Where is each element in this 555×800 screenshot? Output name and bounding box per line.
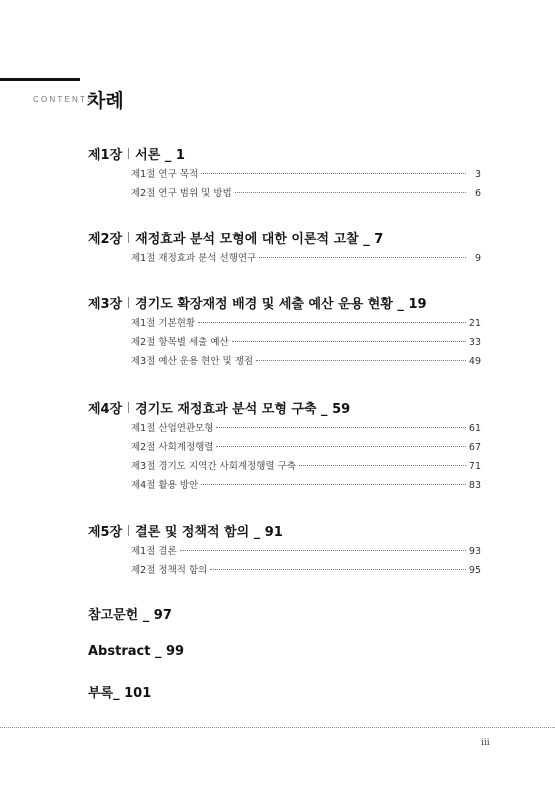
section-entry[interactable] bbox=[131, 333, 481, 352]
abstract-entry[interactable]: Abstract _ 99 bbox=[88, 644, 185, 659]
contents-label: CONTENTS bbox=[33, 95, 95, 104]
chapter-heading[interactable] bbox=[88, 293, 481, 312]
folio-page-number: iii bbox=[481, 738, 490, 748]
page-number: 6 bbox=[474, 188, 481, 199]
chapter-heading[interactable] bbox=[88, 144, 481, 163]
dot-leader bbox=[256, 360, 466, 361]
section-entry[interactable] bbox=[131, 184, 481, 203]
section-label: 제3절 경기도 지역간 사회계정행렬 구축 bbox=[131, 461, 296, 472]
dot-leader bbox=[216, 427, 465, 428]
chapter-heading[interactable] bbox=[88, 398, 481, 417]
chapter-1 bbox=[88, 144, 481, 203]
section-label: 제1절 연구 목적 bbox=[131, 169, 199, 180]
section-label: 제2절 항목별 세출 예산 bbox=[131, 337, 229, 348]
section-label: 제2절 사회계정행렬 bbox=[131, 442, 214, 453]
section-label: 제1절 기본현황 bbox=[131, 318, 196, 329]
section-entry[interactable] bbox=[131, 476, 481, 495]
page-number: 3 bbox=[474, 169, 481, 180]
chapter-number: 제4장 bbox=[88, 402, 123, 417]
section-label: 제3절 예산 운용 현안 및 쟁점 bbox=[131, 356, 254, 367]
dot-leader bbox=[201, 484, 466, 485]
section-entry[interactable] bbox=[131, 314, 481, 333]
chapter-number: 제2장 bbox=[88, 232, 123, 247]
page-number: 93 bbox=[468, 546, 481, 557]
chapter-number: 제5장 bbox=[88, 525, 123, 540]
dot-leader bbox=[198, 322, 466, 323]
page-number: 61 bbox=[468, 423, 481, 434]
chapter-5 bbox=[88, 521, 481, 580]
section-entry[interactable] bbox=[131, 419, 481, 438]
chapter-3 bbox=[88, 293, 481, 371]
section-label: 제1절 산업연관모형 bbox=[131, 423, 214, 434]
section-entry[interactable] bbox=[131, 352, 481, 371]
dot-leader bbox=[235, 192, 466, 193]
chapter-number: 제1장 bbox=[88, 148, 123, 163]
section-entry[interactable] bbox=[131, 457, 481, 476]
page-number: 49 bbox=[468, 356, 481, 367]
page-number: 9 bbox=[474, 253, 481, 264]
section-label: 제2절 연구 범위 및 방법 bbox=[131, 188, 232, 199]
section-label: 제1절 결론 bbox=[131, 546, 177, 557]
appendix-entry[interactable]: 부록_ 101 bbox=[88, 686, 152, 701]
page-number: 71 bbox=[468, 461, 481, 472]
dot-leader bbox=[259, 257, 466, 258]
divider bbox=[128, 402, 129, 413]
chapter-title: 경기도 재정효과 분석 모형 구축 _ 59 bbox=[135, 402, 351, 417]
divider bbox=[128, 297, 129, 308]
section-entry[interactable] bbox=[131, 561, 481, 580]
page-number: 95 bbox=[468, 565, 481, 576]
chapter-title: 서론 _ 1 bbox=[135, 148, 185, 163]
chapter-2 bbox=[88, 228, 481, 268]
divider bbox=[128, 525, 129, 536]
dot-leader bbox=[232, 341, 466, 342]
chapter-number: 제3장 bbox=[88, 297, 123, 312]
page-number: 33 bbox=[468, 337, 481, 348]
chapter-heading[interactable] bbox=[88, 228, 481, 247]
chapter-heading[interactable] bbox=[88, 521, 481, 540]
dot-leader bbox=[216, 446, 465, 447]
section-entry[interactable] bbox=[131, 542, 481, 561]
chapter-title: 재정효과 분석 모형에 대한 이론적 고찰 _ 7 bbox=[135, 232, 384, 247]
page-title: 차례 bbox=[87, 90, 124, 112]
chapter-title: 결론 및 정책적 함의 _ 91 bbox=[135, 525, 283, 540]
page-number: 67 bbox=[468, 442, 481, 453]
dot-leader bbox=[201, 173, 466, 174]
dot-leader bbox=[299, 465, 466, 466]
section-label: 제4절 활용 방안 bbox=[131, 480, 199, 491]
footer-divider bbox=[0, 727, 555, 728]
section-entry[interactable] bbox=[131, 249, 481, 268]
dot-leader bbox=[210, 569, 466, 570]
section-entry[interactable] bbox=[131, 438, 481, 457]
page-number: 83 bbox=[468, 480, 481, 491]
section-entry[interactable] bbox=[131, 165, 481, 184]
section-label: 제2절 정책적 함의 bbox=[131, 565, 208, 576]
page-number: 21 bbox=[468, 318, 481, 329]
header-accent-bar bbox=[0, 78, 80, 81]
divider bbox=[128, 232, 129, 243]
divider bbox=[128, 148, 129, 159]
chapter-4 bbox=[88, 398, 481, 495]
chapter-title: 경기도 확장재정 배경 및 세출 예산 운용 현황 _ 19 bbox=[135, 297, 427, 312]
references-entry[interactable]: 참고문헌 _ 97 bbox=[88, 608, 172, 623]
dot-leader bbox=[180, 550, 466, 551]
section-label: 제1절 재정효과 분석 선행연구 bbox=[131, 253, 257, 264]
